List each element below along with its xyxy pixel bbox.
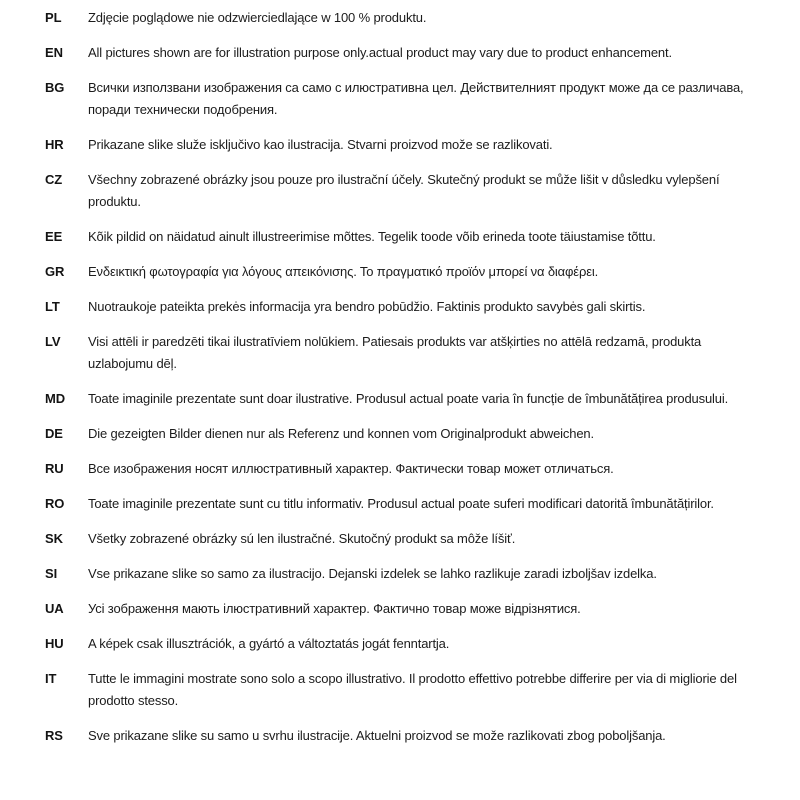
language-row bbox=[45, 296, 750, 318]
language-code-label: MD bbox=[45, 391, 66, 406]
language-code-label: BG bbox=[45, 80, 65, 95]
language-code-label: HU bbox=[45, 636, 64, 651]
language-code-label: SI bbox=[45, 566, 58, 581]
language-code-label: IT bbox=[45, 671, 57, 686]
language-row bbox=[45, 134, 750, 156]
language-row bbox=[45, 77, 750, 121]
disclaimer-list bbox=[45, 7, 750, 747]
language-row bbox=[45, 331, 750, 375]
language-code-label: RO bbox=[45, 496, 65, 511]
language-row bbox=[45, 563, 750, 585]
disclaimer-text: Toate imaginile prezentate sunt cu titlu informativ. Produsul actual poate suferi modificari datorită îmbunătățirilor. bbox=[88, 496, 714, 511]
disclaimer-text: Ενδεικτική φωτογραφία για λόγους απεικόνισης. Το πραγματικό προϊόν μπορεί να διαφέρει. bbox=[88, 264, 599, 279]
language-row bbox=[45, 388, 750, 410]
disclaimer-text: All pictures shown are for illustration purpose only.actual product may vary due to product enhancement. bbox=[88, 45, 672, 60]
disclaimer-text: A képek csak illusztrációk, a gyártó a változtatás jogát fenntartja. bbox=[88, 636, 450, 651]
language-row bbox=[45, 633, 750, 655]
language-row bbox=[45, 42, 750, 64]
language-code-label: SK bbox=[45, 531, 63, 546]
language-row bbox=[45, 261, 750, 283]
language-row bbox=[45, 226, 750, 248]
language-code-label: RU bbox=[45, 461, 64, 476]
language-row bbox=[45, 169, 750, 213]
language-row bbox=[45, 7, 750, 29]
disclaimer-text: Tutte le immagini mostrate sono solo a scopo illustrativo. Il prodotto effettivo potrebbe differire per via di migliorie del prodotto stesso. bbox=[88, 671, 737, 708]
language-code-label: PL bbox=[45, 10, 62, 25]
language-code-label: CZ bbox=[45, 172, 63, 187]
disclaimer-text: Všetky zobrazené obrázky sú len ilustračné. Skutočný produkt sa môže líšiť. bbox=[88, 531, 516, 546]
language-row bbox=[45, 528, 750, 550]
disclaimer-text: Все изображения носят иллюстративный характер. Фактически товар может отличаться. bbox=[88, 461, 614, 476]
disclaimer-text: Всички използвани изображения са само с илюстративна цел. Действителният продукт може да се различава, поради технически подобрения. bbox=[88, 80, 744, 117]
language-code-label: LV bbox=[45, 334, 61, 349]
disclaimer-text: Všechny zobrazené obrázky jsou pouze pro ilustrační účely. Skutečný produkt se může lišit v důsledku vylepšení produktu. bbox=[88, 172, 720, 209]
disclaimer-text: Nuotraukoje pateikta prekės informacija yra bendro pobūdžio. Faktinis produkto savybės gali skirtis. bbox=[88, 299, 646, 314]
language-code-label: HR bbox=[45, 137, 64, 152]
disclaimer-text: Prikazane slike služe isključivo kao ilustracija. Stvarni proizvod može se razlikovati. bbox=[88, 137, 553, 152]
language-row bbox=[45, 423, 750, 445]
disclaimer-text: Sve prikazane slike su samo u svrhu ilustracije. Aktuelni proizvod se može razlikovati zbog poboljšanja. bbox=[88, 728, 666, 743]
disclaimer-text: Kõik pildid on näidatud ainult illustreerimise mõttes. Tegelik toode võib erineda toote täiustamise tõttu. bbox=[88, 229, 656, 244]
language-code-label: EN bbox=[45, 45, 63, 60]
language-row bbox=[45, 493, 750, 515]
disclaimer-text: Toate imaginile prezentate sunt doar ilustrative. Produsul actual poate varia în funcție de îmbunătățirea produsului. bbox=[88, 391, 729, 406]
language-code-label: EE bbox=[45, 229, 63, 244]
language-code-label: GR bbox=[45, 264, 65, 279]
language-code-label: UA bbox=[45, 601, 64, 616]
disclaimer-text: Die gezeigten Bilder dienen nur als Referenz und konnen vom Originalprodukt abweichen. bbox=[88, 426, 594, 441]
language-row bbox=[45, 725, 750, 747]
language-code-label: RS bbox=[45, 728, 63, 743]
language-row bbox=[45, 668, 750, 712]
language-row bbox=[45, 458, 750, 480]
language-code-label: LT bbox=[45, 299, 60, 314]
disclaimer-text: Visi attēli ir paredzēti tikai ilustratīviem nolūkiem. Patiesais produkts var atšķirties no attēlā redzamā, produkta uzlabojumu dēļ. bbox=[88, 334, 702, 371]
language-code-label: DE bbox=[45, 426, 63, 441]
disclaimer-text: Vse prikazane slike so samo za ilustracijo. Dejanski izdelek se lahko razlikuje zaradi izboljšav izdelka. bbox=[88, 566, 657, 581]
disclaimer-text: Zdjęcie poglądowe nie odzwierciedlające w 100 % produktu. bbox=[88, 10, 427, 25]
language-row bbox=[45, 598, 750, 620]
disclaimer-text: Усі зображення мають ілюстративний характер. Фактично товар може відрізнятися. bbox=[88, 601, 581, 616]
